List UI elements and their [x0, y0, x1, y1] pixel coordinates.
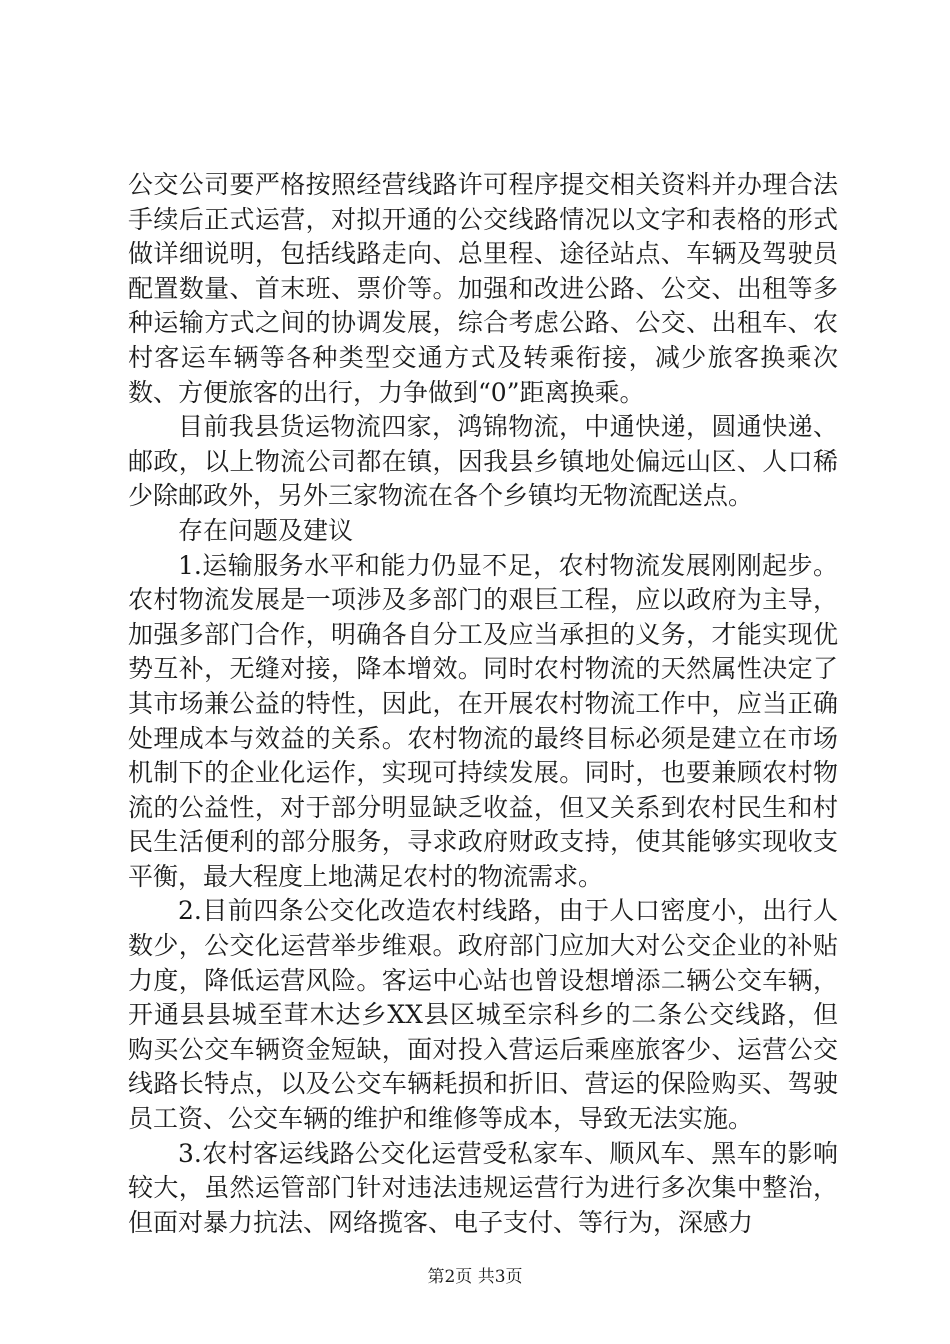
page-number-footer: 第2页 共3页 — [427, 1267, 523, 1287]
section-heading: 存在问题及建议 — [178, 515, 354, 545]
paragraph-continuation: 公交公司要严格按照经营线路许可程序提交相关资料并办理合法手续后正式运营，对拟开通的公交线路情况以文字和表格的形式做详细说明，包括线路走向、总里程、途径站点、车辆及驾驶员配置数量、首末班、票价等。加强和改进公路、公交、出租等多种运输方式之间的协调发展，综合考虑公路、公交、出租车、农村客运车辆等各种类型交通方式及转乘衔接，减少旅客换乘次数、方便旅客的出行，力争做到“0”距离换乘。 — [128, 170, 838, 407]
paragraph-issue-3: 3.农村客运线路公交化运营受私家车、顺风车、黑车的影响较大，虽然运管部门针对违法违规运营行为进行多次集中整治，但面对暴力抗法、网络揽客、电子支付、等行为，深感力 — [128, 1138, 838, 1237]
paragraph-issue-2: 2.目前四条公交化改造农村线路，由于人口密度小，出行人数少，公交化运营举步维艰。政府部门应加大对公交企业的补贴力度，降低运营风险。客运中心站也曾设想增添二辆公交车辆，开通县县城至茸木达乡XX县区城至宗科乡的二条公交线路，但购买公交车辆资金短缺，面对投入营运后乘座旅客少、运营公交线路长特点，以及公交车辆耗损和折旧、营运的保险购买、驾驶员工资、公交车辆的维护和维修等成本，导致无法实施。 — [128, 896, 838, 1134]
document-body — [128, 168, 838, 1240]
paragraph-logistics: 目前我县货运物流四家，鸿锦物流，中通快递，圆通快递、邮政，以上物流公司都在镇，因我县乡镇地处偏远山区、人口稀少除邮政外，另外三家物流在各个乡镇均无物流配送点。 — [128, 412, 838, 511]
paragraph-issue-1: 1.运输服务水平和能力仍显不足，农村物流发展刚刚起步。农村物流发展是一项涉及多部门的艰巨工程，应以政府为主导，加强多部门合作，明确各自分工及应当承担的义务，才能实现优势互补，无缝对接，降本增效。同时农村物流的天然属性决定了其市场兼公益的特性，因此，在开展农村物流工作中，应当正确处理成本与效益的关系。农村物流的最终目标必须是建立在市场机制下的企业化运作，实现可持续发展。同时，也要兼顾农村物流的公益性，对于部分明显缺乏收益，但又关系到农村民生和村民生活便利的部分服务，寻求政府财政支持，使其能够实现收支平衡，最大程度上地满足农村的物流需求。 — [128, 550, 838, 891]
